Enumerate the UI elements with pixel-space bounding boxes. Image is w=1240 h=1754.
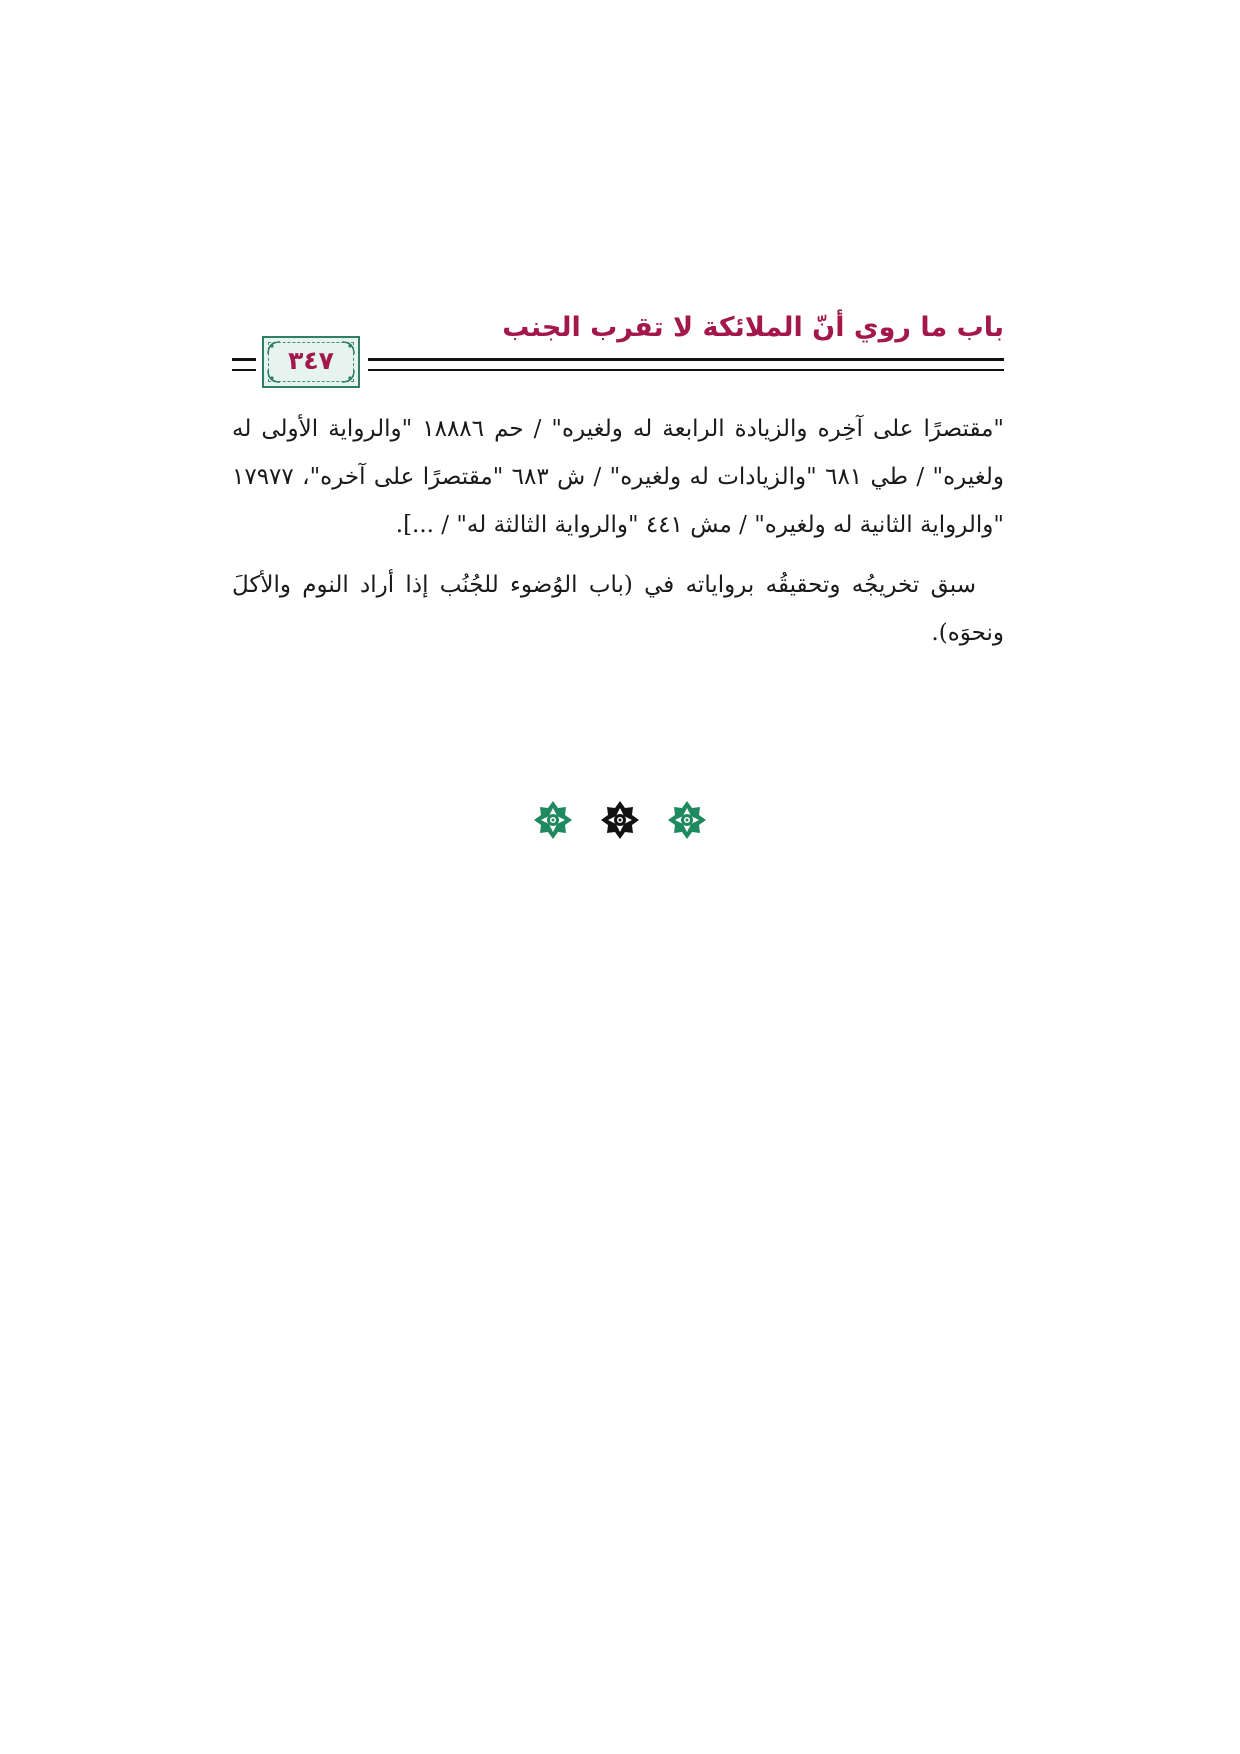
reference-paragraph: سبق تخريجُه وتحقيقُه برواياته في (باب الوُضوء للجُنُب إذا أراد النوم والأكلَ ونحوَه). bbox=[232, 572, 1004, 646]
page-number: ٣٤٧ bbox=[288, 346, 334, 375]
page-body bbox=[232, 405, 1004, 657]
chapter-title: باب ما روي أنّ الملائكة لا تقرب الجنب bbox=[502, 312, 1004, 343]
page-header bbox=[232, 300, 1004, 390]
green-star-ornament-icon bbox=[667, 800, 707, 840]
header-rule-left bbox=[232, 358, 256, 371]
black-star-ornament-icon bbox=[600, 800, 640, 840]
section-separator bbox=[0, 800, 1240, 860]
page-number-frame bbox=[262, 336, 360, 388]
citation-paragraph: "مقتصرًا على آخِره والزيادة الرابعة له ولغيره" / حم ١٨٨٨٦ "والرواية الأولى له ولغيره" / طي ٦٨١ "والزيادات له ولغيره" / ش ٦٨٣ "مقتصرًا على آخره"، ١٧٩٧٧ "والرواية الثانية له ولغيره" / مش ٤٤١ "والرواية الثالثة له" / ...]. bbox=[232, 416, 1004, 538]
header-rule-right bbox=[368, 358, 1004, 371]
green-star-ornament-icon bbox=[533, 800, 573, 840]
